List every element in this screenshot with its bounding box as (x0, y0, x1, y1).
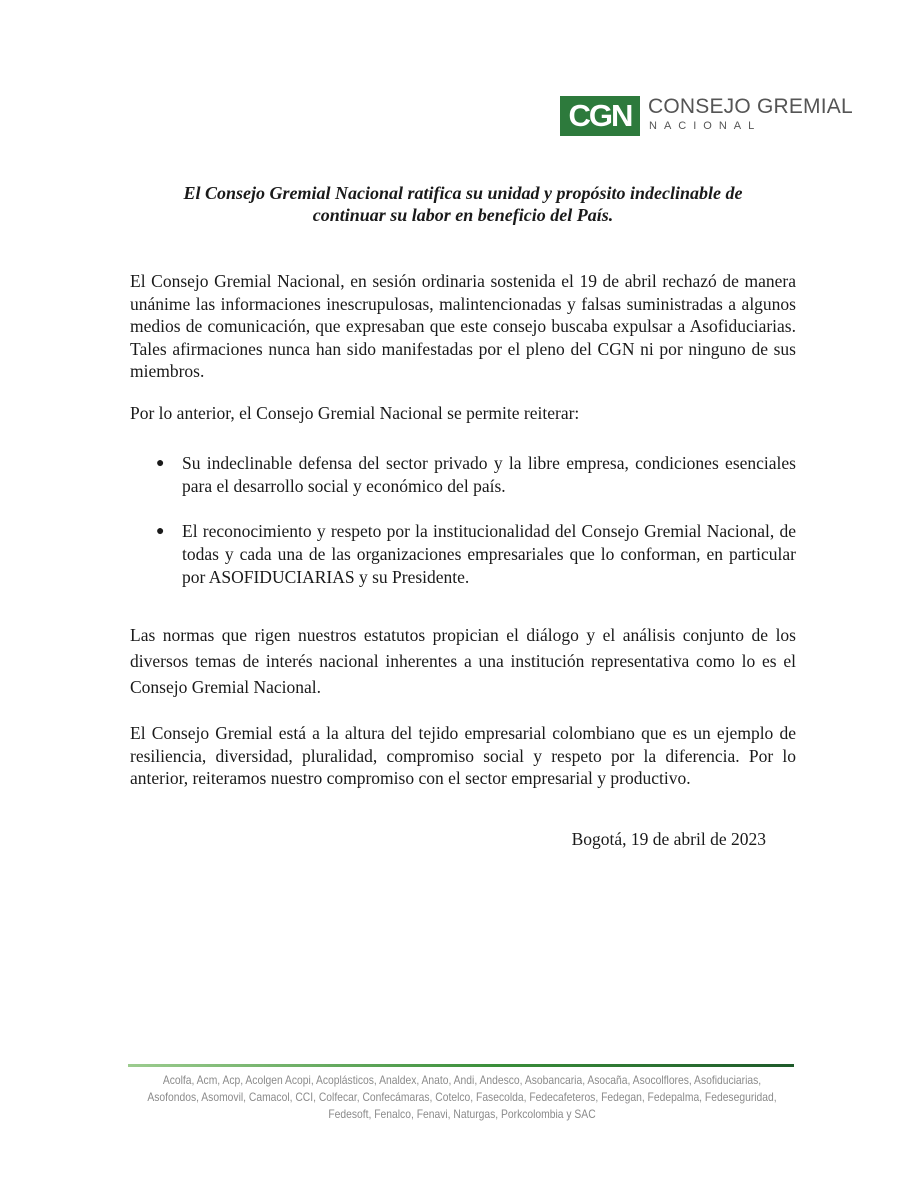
logo-name: CONSEJO GREMIAL (648, 95, 853, 118)
logo-mark: CGN (560, 96, 640, 136)
paragraph-1: El Consejo Gremial Nacional, en sesión ordinaria sostenida el 19 de abril rechazó de manera unánime las informaciones inescrupulosas, malintencionadas y falsas suministradas a algunos medios de comunicación, que expresaban que este consejo buscaba expulsar a Asofiduciarias. Tales afirmaciones nunca han sido manifestadas por el pleno del CGN ni por ninguno de sus miembros. (130, 271, 796, 381)
footer-divider (128, 1064, 794, 1067)
bullet-item (130, 520, 796, 589)
member-list-footer (128, 1072, 795, 1123)
footer-line-1: Acolfa, Acm, Acp, Acolgen Acopi, Acoplásticos, Analdex, Anato, Andi, Andesco, Asobancaria, Asocaña, Asocolflores, Asofiduciarias, (162, 1073, 762, 1087)
document-title (130, 182, 796, 226)
bullet-text: El reconocimiento y respeto por la institucionalidad del Consejo Gremial Nacional, de todas y cada una de las organizaciones empresariales que lo conforman, en particular por ASOFIDUCIARIAS y su Presidente. (182, 521, 796, 587)
paragraph-3: Las normas que rigen nuestros estatutos propician el diálogo y el análisis conjunto de los diversos temas de interés nacional inherentes a una institución representativa como lo es el Consejo Gremial Nacional. (130, 625, 796, 697)
paragraph-2: Por lo anterior, el Consejo Gremial Nacional se permite reiterar: (130, 403, 580, 423)
title-line-1: El Consejo Gremial Nacional ratifica su unidad y propósito indeclinable de (183, 183, 743, 203)
bullet-list (130, 452, 796, 589)
bullet-icon: ● (156, 456, 165, 471)
date-line: Bogotá, 19 de abril de 2023 (571, 829, 766, 849)
cgn-logo (560, 95, 853, 136)
logo-subtitle: NACIONAL (649, 120, 762, 132)
title-line-2: continuar su labor en beneficio del País. (312, 205, 614, 225)
paragraph-4: El Consejo Gremial está a la altura del tejido empresarial colombiano que es un ejemplo de resiliencia, diversidad, pluralidad, compromiso social y respeto por la diferencia. Por lo anterior, reiteramos nuestro compromiso con el sector empresarial y productivo. (130, 723, 796, 788)
bullet-item (130, 452, 796, 498)
footer-line-2: Asofondos, Asomovil, Camacol, CCI, Colfecar, Confecámaras, Cotelco, Fasecolda, Fedecafeteros, Fedegan, Fedepalma, Fedeseguridad, (147, 1090, 777, 1104)
bullet-text: Su indeclinable defensa del sector privado y la libre empresa, condiciones esenciales para el desarrollo social y económico del país. (182, 453, 796, 496)
bullet-icon: ● (156, 524, 165, 539)
footer-line-3: Fedesoft, Fenalco, Fenavi, Naturgas, Porkcolombia y SAC (328, 1107, 596, 1121)
